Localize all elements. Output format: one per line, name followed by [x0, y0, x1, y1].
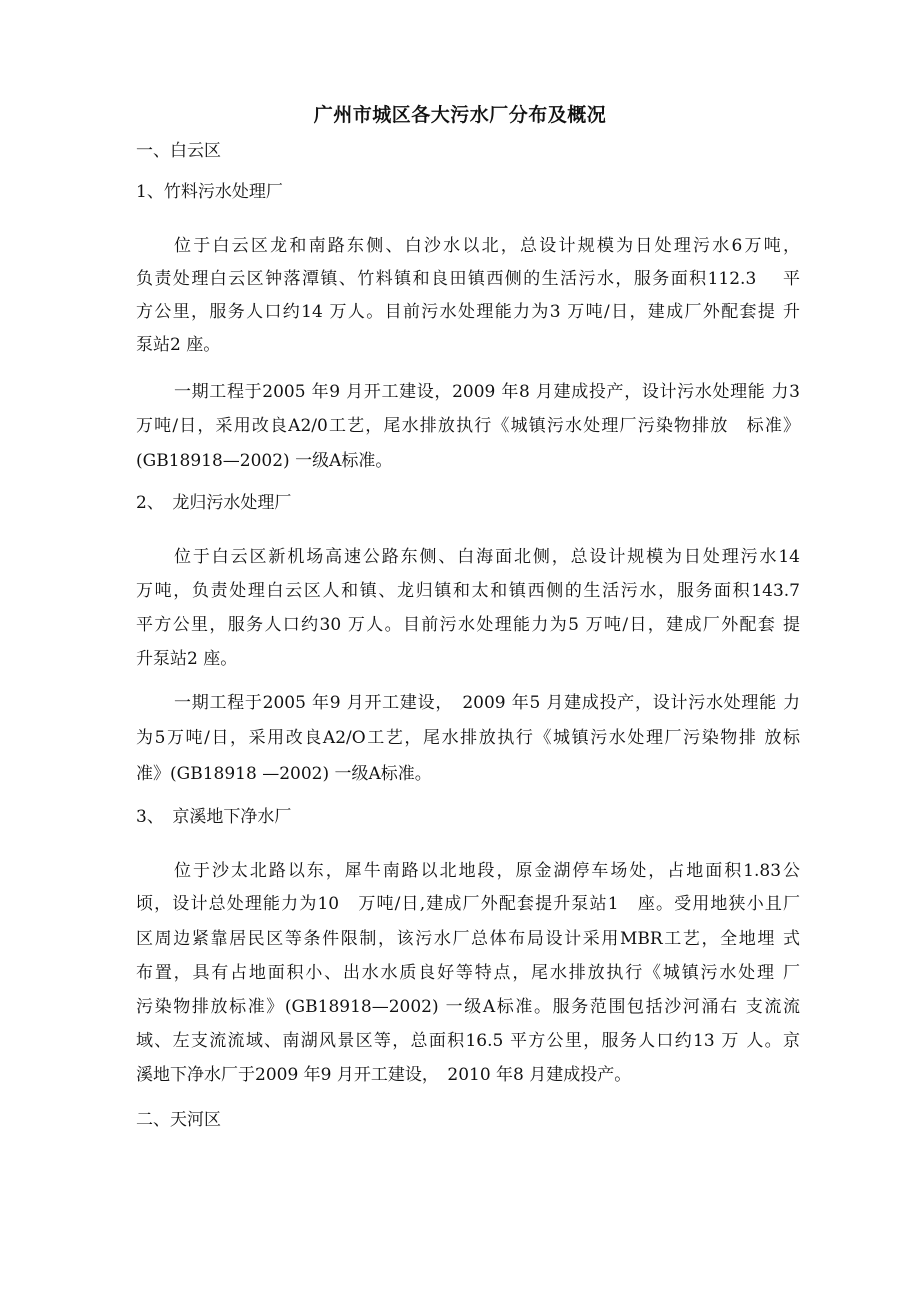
paragraph-line: 万吨，负责处理白云区人和镇、龙归镇和太和镇西侧的生活污水，服务面积143.7 — [136, 581, 800, 601]
section-heading-tianhe: 二、天河区 — [136, 1110, 221, 1130]
paragraph-line: 一期工程于2005 年9 月开工建设， 2009 年5 月建成投产，设计污水处理能 力 — [174, 693, 800, 713]
paragraph-line: 泵站2 座。 — [136, 335, 221, 355]
plant-heading-jingxi: 3、 京溪地下净水厂 — [136, 807, 292, 827]
paragraph-line: 为5万吨/日，采用改良A2/O工艺，尾水排放执行《城镇污水处理厂污染物排 放标 — [136, 728, 800, 748]
paragraph-line: 区周边紧靠居民区等条件限制，该污水厂总体布局设计采用MBR工艺，全地埋 式 — [136, 929, 800, 949]
paragraph-line: 布置，具有占地面积小、出水水质良好等特点，尾水排放执行《城镇污水处理 厂 — [136, 963, 800, 983]
section-heading-baiyun: 一、白云区 — [136, 141, 221, 161]
paragraph-line: 位于沙太北路以东，犀牛南路以北地段，原金湖停车场处，占地面积1.83公 — [174, 861, 800, 881]
paragraph-line: 一期工程于2005 年9 月开工建设，2009 年8 月建成投产，设计污水处理能 力3 — [174, 382, 800, 402]
paragraph-line: 万吨/日，采用改良A2/0工艺，尾水排放执行《城镇污水处理厂污染物排放 标准》 — [136, 416, 800, 436]
paragraph-line: 顷，设计总处理能力为10 万吨/日,建成厂外配套提升泵站1 座。受用地狭小且厂 — [136, 894, 800, 914]
paragraph-line: 污染物排放标准》(GB18918—2002) 一级A标准。服务范围包括沙河涌右 支流流 — [136, 997, 800, 1017]
plant-heading-longgui: 2、 龙归污水处理厂 — [136, 493, 292, 513]
paragraph-line: 溪地下净水厂于2009 年9 月开工建设， 2010 年8 月建成投产。 — [136, 1065, 632, 1085]
paragraph-line: 平方公里，服务人口约30 万人。目前污水处理能力为5 万吨/日，建成厂外配套 提 — [136, 615, 800, 635]
paragraph-line: (GB18918—2002) 一级A标准。 — [136, 451, 393, 471]
document-title: 广州市城区各大污水厂分布及概况 — [313, 104, 607, 126]
paragraph-line: 位于白云区新机场高速公路东侧、白海面北侧，总设计规模为日处理污水14 — [174, 547, 800, 567]
paragraph-line: 准》(GB18918 —2002) 一级A标准。 — [136, 764, 432, 784]
paragraph-line: 升泵站2 座。 — [136, 649, 238, 669]
paragraph-line: 负责处理白云区钟落潭镇、竹料镇和良田镇西侧的生活污水，服务面积112.3 平 — [136, 269, 800, 289]
paragraph-line: 方公里，服务人口约14 万人。目前污水处理能力为3 万吨/日，建成厂外配套提 升 — [136, 302, 800, 322]
paragraph-line: 位于白云区龙和南路东侧、白沙水以北，总设计规模为日处理污水6万吨， — [174, 236, 800, 256]
plant-heading-zhuliao: 1、竹料污水处理厂 — [136, 182, 283, 202]
paragraph-line: 域、左支流流域、南湖风景区等，总面积16.5 平方公里，服务人口约13 万 人。京 — [136, 1031, 800, 1051]
